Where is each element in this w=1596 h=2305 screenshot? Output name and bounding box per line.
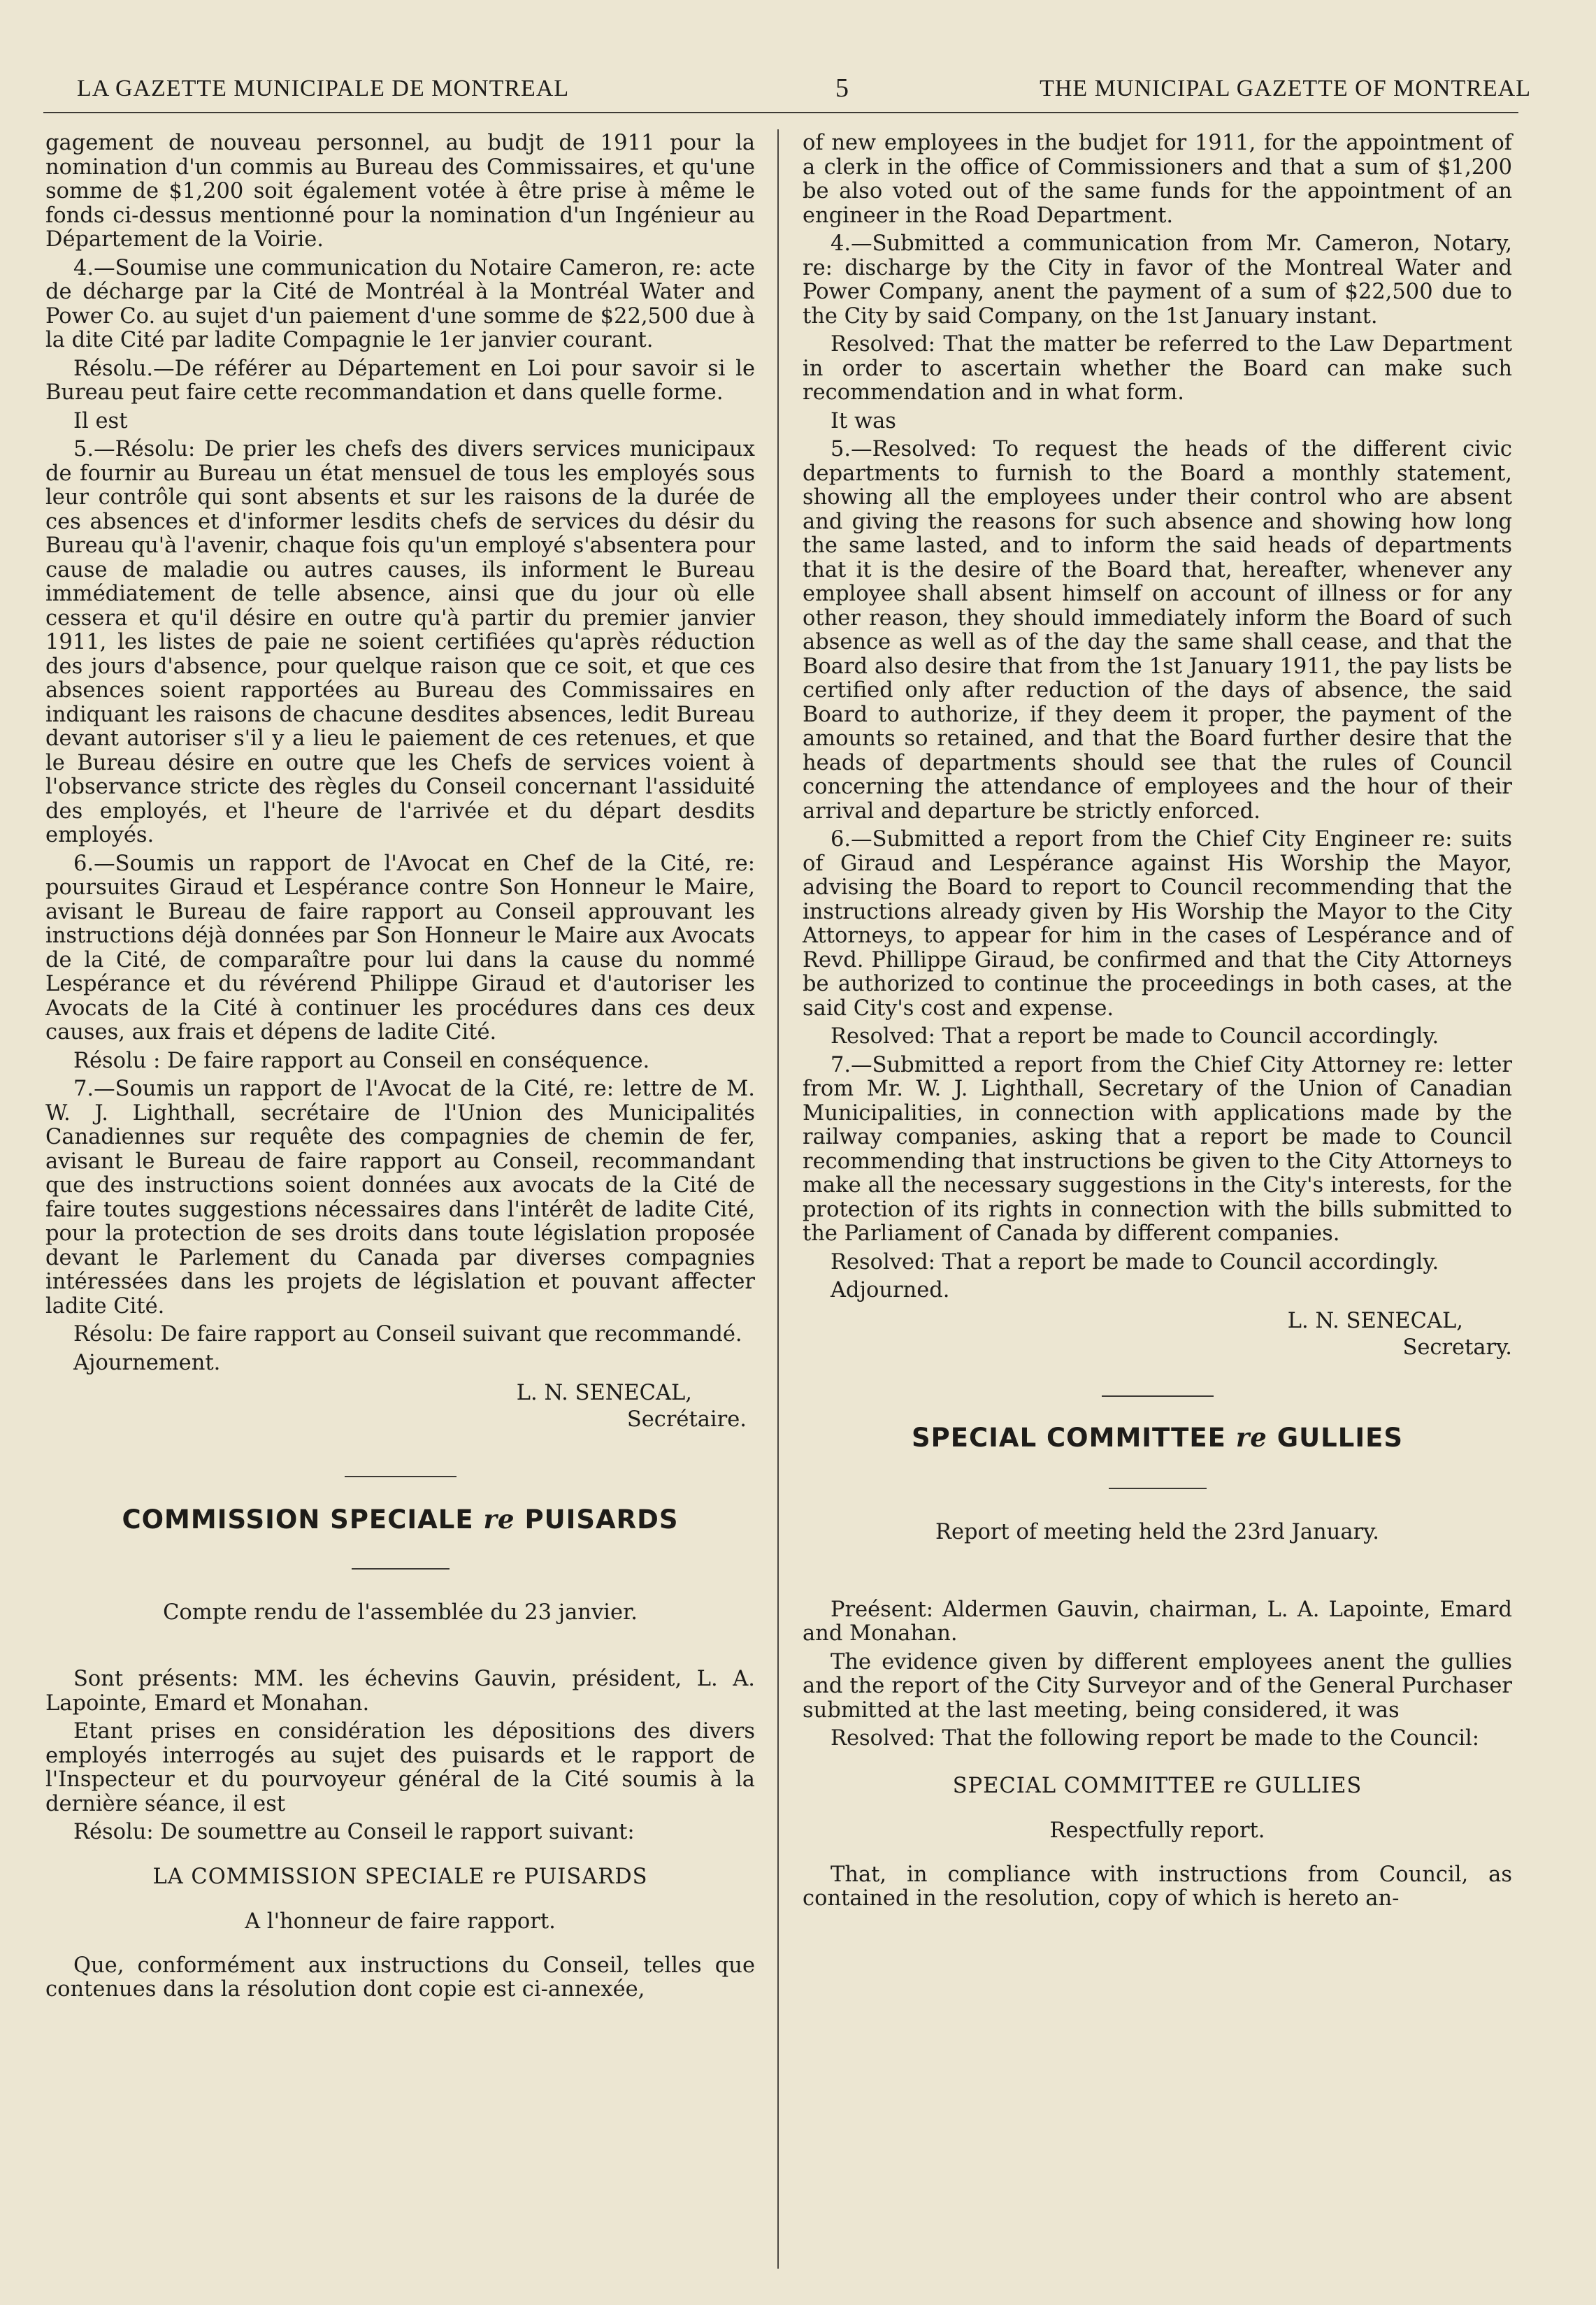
signature-title: Secrétaire.: [626, 1407, 747, 1432]
paragraph: Ajournement.: [73, 1350, 221, 1375]
section-title: [45, 1504, 755, 1535]
paragraph: Adjourned.: [831, 1278, 950, 1302]
section-title-re: re: [1235, 1421, 1267, 1453]
meeting-line: Compte rendu de l'assemblée du 23 janvier.: [163, 1600, 638, 1625]
header-rule: [43, 112, 1518, 113]
column-english: [803, 131, 1512, 1916]
paragraph: Resolved: That the following report be made to the Council:: [831, 1726, 1480, 1751]
section-title: [803, 1422, 1512, 1453]
paragraph: Résolu.—De référer au Département en Loi pour savoir si le Bureau peut faire cette recommandation et dans quelle forme.: [45, 356, 755, 405]
signature-title: Secretary.: [1402, 1335, 1512, 1360]
paragraph: 7.—Soumis un rapport de l'Avocat de la Cité, re: lettre de M. W. J. Lighthall, secrétaire de l'Union des Municipalités Canadiennes sur requête des compagnies de chemin de fer, avisant le Bureau de faire rapport au Conseil, recommandant que des instructions soient données aux avocats de la Cité de faire toutes suggestions nécessaires dans l'intérêt de ladite Cité, pour la protection de ses droits dans toute législation proposée devant le Parlement du Canada par diverses compagnies intéressées dans les projets de législation et pouvant affecter ladite Cité.: [45, 1077, 755, 1319]
paragraph: 7.—Submitted a report from the Chief City Attorney re: letter from Mr. W. J. Lighthall, Secretary of the Union of Canadian Municipalities, in connection with applications made by the railway companies, asking that a report be made to Council recommending that instructions be given to the City Attorneys to make all the necessary suggestions in the City's interests, for the protection of its rights in connection with the bills submitted to the Parliament of Canada by different companies.: [803, 1052, 1512, 1246]
paragraph: 6.—Soumis un rapport de l'Avocat en Chef de la Cité, re: poursuites Giraud et Lespérance contre Son Honneur le Maire, avisant le Bureau de faire rapport au Conseil approuvant les instructions déjà données par Son Honneur le Maire aux Avocats de la Cité, de comparaître pour lui dans la cause du nommé Lespérance et du révérend Philippe Giraud et d'autoriser les Avocats de la Cité à continuer les procédures dans ces deux causes, aux frais et dépens de ladite Cité.: [45, 851, 755, 1044]
sub-heading: LA COMMISSION SPECIALE re PUISARDS: [152, 1864, 648, 1889]
signature-name: L. N. SENECAL,: [516, 1381, 692, 1405]
signature-name: L. N. SENECAL,: [1287, 1308, 1463, 1333]
paragraph: gagement de nouveau personnel, au budjt de 1911 pour la nomination d'un commis au Bureau des Commissaires, et qu'une somme de $1,200 soit également votée à être prise à même le fonds ci-dessus mentionné pour la nomination d'un Ingénieur au Département de la Voirie.: [45, 131, 755, 252]
paragraph: Preésent: Aldermen Gauvin, chairman, L. A. Lapointe, Emard and Monahan.: [803, 1597, 1512, 1646]
paragraph: Resolved: That the matter be referred to the Law Department in order to ascertain whether the Board can make such recommendation and in what form.: [803, 332, 1512, 405]
paragraph: Resolved: That a report be made to Council accordingly.: [831, 1249, 1439, 1274]
section-title-part: GULLIES: [1277, 1422, 1404, 1453]
section-title-re: re: [483, 1504, 515, 1535]
paragraph: Etant prises en considération les dépositions des divers employés interrogés au sujet des puisards et le rapport de l'Inspecteur et du pourvoyeur général de la Cité soumis à la dernière séance, il est: [45, 1719, 755, 1816]
meeting-line: Report of meeting held the 23rd January.: [935, 1519, 1379, 1544]
paragraph: 5.—Resolved: To request the heads of the different civic departments to furnish to the Board a monthly statement, showing all the employees under their control who are absent and giving the reasons for such absence and showing how long the same lasted, and to inform the said heads of departments that it is the desire of the Board that, hereafter, whenever any employee shall absent himself on account of illness or for any other reason, they should immediately inform the Board of such absence as well as of the day the same shall cease, and that the Board also desire that from the 1st January 1911, the pay lists be certified only after reduction of the days of absence, the said Board to authorize, if they deem it proper, the payment of the amounts so retained, and that the Board further desire that the heads of departments should see that the rules of Council concerning the attendance of employees and the hour of their arrival and departure be strictly enforced.: [803, 437, 1512, 824]
paragraph: Que, conformément aux instructions du Conseil, telles que contenues dans la résolution dont copie est ci-annexée,: [45, 1953, 755, 2002]
header-title-french: LA GAZETTE MUNICIPALE DE MONTREAL: [77, 76, 570, 101]
paragraph: It was: [831, 408, 896, 433]
paragraph: Il est: [73, 408, 128, 433]
paragraph: That, in compliance with instructions from Council, as contained in the resolution, copy of which is hereto an-: [803, 1862, 1512, 1911]
paragraph: Résolu: De faire rapport au Conseil suivant que recommandé.: [73, 1322, 742, 1347]
paragraph: 4.—Submitted a communication from Mr. Cameron, Notary, re: discharge by the City in favor of the Montreal Water and Power Company, anent the payment of a sum of $22,500 due to the City by said Company, on the 1st January instant.: [803, 231, 1512, 329]
paragraph: 4.—Soumise une communication du Notaire Cameron, re: acte de décharge par la Cité de Montréal à la Montréal Water and Power Co. au sujet d'un paiement d'une somme de $22,500 due à la dite Cité par ladite Compagnie le 1er janvier courant.: [45, 255, 755, 352]
paragraph: of new employees in the budjet for 1911, for the appointment of a clerk in the office of Commissioners and that a sum of $1,200 be also voted out of the same funds for the appointment of an engineer in the Road Department.: [803, 131, 1512, 228]
section-title-part: COMMISSION SPECIALE: [122, 1505, 474, 1535]
paragraph: Résolu : De faire rapport au Conseil en conséquence.: [73, 1048, 650, 1073]
header-title-english: THE MUNICIPAL GAZETTE OF MONTREAL: [1040, 76, 1531, 101]
column-french: [45, 131, 755, 2006]
sub-greeting: A l'honneur de faire rapport.: [245, 1909, 556, 1934]
paragraph: Sont présents: MM. les échevins Gauvin, président, L. A. Lapointe, Emard et Monahan.: [45, 1667, 755, 1716]
page-header: [70, 70, 1531, 112]
paragraph: 5.—Résolu: De prier les chefs des divers services municipaux de fournir au Bureau un état mensuel de tous les employés sous leur contrôle qui sont absents et sur les raisons de la durée de ces absences et d'informer lesdits chefs de services du désir du Bureau qu'à l'avenir, chaque fois qu'un employé s'absentera pour cause de maladie ou autres causes, ils informent le Bureau immédiatement de telle absence, ainsi que du jour où elle cessera et qu'il désire en outre qu'à partir du premier janvier 1911, les listes de paie ne soient certifiées qu'après réduction des jours d'absence, pour quelque raison que ce soit, et que ces absences soient rapportées au Bureau des Commissaires en indiquant les raisons de chacune desdites absences, ledit Bureau devant autoriser s'il y a lieu le paiement de ces retenues, et que le Bureau désire en outre que les Chefs de services voient à l'observance stricte des règles du Conseil concernant l'assiduité des employés, et l'heure de l'arrivée et du départ desdits employés.: [45, 437, 755, 847]
sub-heading: SPECIAL COMMITTEE re GULLIES: [952, 1773, 1363, 1798]
paragraph: Resolved: That a report be made to Council accordingly.: [831, 1024, 1439, 1049]
paragraph: Résolu: De soumettre au Conseil le rapport suivant:: [73, 1820, 635, 1844]
page-number: 5: [835, 73, 849, 103]
column-divider: [777, 129, 779, 2269]
paragraph: The evidence given by different employees anent the gullies and the report of the City Surveyor and of the General Purchaser submitted at the last meeting, being considered, it was: [803, 1649, 1512, 1723]
sub-greeting: Respectfully report.: [1049, 1818, 1265, 1843]
section-title-part: SPECIAL COMMITTEE: [911, 1422, 1226, 1453]
paragraph: 6.—Submitted a report from the Chief City Engineer re: suits of Giraud and Lespérance against His Worship the Mayor, advising the Board to report to Council recommending that the instructions already given by His Worship the Mayor to the City Attorneys, to appear for him in the cases of Lespérance and of Revd. Phillippe Giraud, be confirmed and that the City Attorneys be authorized to continue the proceedings in both cases, at the said City's cost and expense.: [803, 827, 1512, 1021]
section-title-part: PUISARDS: [524, 1505, 679, 1535]
